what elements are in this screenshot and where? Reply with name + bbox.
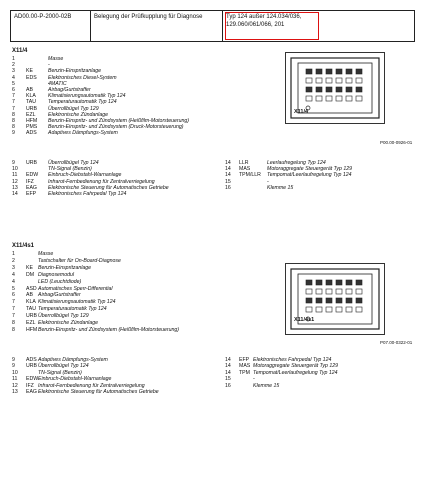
pin-description: LED (Leuchtdiode) [38, 278, 82, 285]
connector-pin [316, 78, 322, 83]
pin-code: KLA [26, 93, 36, 100]
pin-number: 14 [225, 160, 231, 166]
section1-connector-figure [285, 52, 385, 124]
pin-number: 3 [12, 68, 15, 75]
pin-description: Benzin-Einspritzanlage [48, 68, 102, 75]
pin-description: Überrollbügel Typ 129 [38, 313, 89, 320]
pin-code: TPM/LLR [239, 172, 261, 179]
pin-number: 14 [12, 191, 18, 197]
pin-number: 12 [12, 178, 18, 185]
section2-figure-code: P07.00-0322-01 [380, 340, 413, 345]
pin-code: EFP [239, 357, 250, 363]
pin-description: Überrollbügel Typ 124 [48, 160, 99, 166]
pin-number: 16 [225, 382, 231, 389]
pin-code: HFM [26, 326, 38, 333]
pin-description: Klemme 15 [267, 184, 294, 191]
pin-description: Klemme 15 [253, 382, 280, 389]
connector-pin [316, 289, 322, 294]
pin-description: Diagnosemodul [38, 271, 75, 278]
pin-number: 7 [12, 105, 15, 112]
pin-description: TN-Signal (Benzin) [38, 369, 82, 376]
connector-pin [326, 289, 332, 294]
pin-number: 8 [12, 124, 15, 131]
connector-pin [346, 96, 352, 101]
pin-code: IFZ [26, 178, 34, 185]
pin-code: ASD [26, 285, 37, 292]
section1-figure-label: X11/4 [294, 109, 309, 115]
connector-pin [326, 87, 332, 92]
pin-code: URB [26, 105, 37, 112]
pin-number: 7 [12, 313, 15, 320]
pin-description: Tempomat/Leerlaufregelung Typ 124 [253, 369, 338, 376]
connector-pin [346, 280, 352, 285]
pin-number: 13 [12, 389, 18, 395]
pin-number: 14 [225, 369, 231, 376]
pin-code: MAS [239, 363, 251, 370]
highlight-box [225, 12, 319, 40]
connector-pin [336, 289, 342, 294]
pin-number: 7 [12, 306, 15, 313]
connector-pin [336, 78, 342, 83]
pin-description: Elektronische Zündanlage [38, 320, 98, 326]
pin-code: EDW [26, 376, 39, 383]
pin-code: HFM [26, 118, 38, 124]
pin-description: Elektronisches Fahrpedal Typ 124 [253, 357, 332, 363]
pin-description: Überrollbügel Typ 129 [48, 105, 99, 112]
connector-pin [326, 280, 332, 285]
type-line-2: 129.060/061/066, 201 [226, 22, 285, 28]
pin-description: Airbag/Gurtstraffer [38, 292, 81, 299]
connector-pin [306, 87, 312, 92]
pin-code: TAU [26, 99, 36, 106]
pin-description: - [253, 376, 255, 383]
connector-pin [326, 307, 332, 312]
section2-figure-label: X11/4s1 [294, 317, 315, 323]
section2-title: X11/4s1 [12, 243, 35, 249]
connector-pin [346, 69, 352, 74]
pin-description: Benzin-Einspritz- und Zündsystem (Heißfilm-Motorsteuerung) [48, 118, 189, 124]
connector-pin [356, 87, 362, 92]
doc-id: AD00.00-P-2000-02B [11, 11, 91, 41]
pin-code: MAS [239, 166, 251, 173]
pin-code: DM [26, 271, 35, 278]
pin-number: 9 [12, 363, 15, 370]
pin-description: Adaptives Dämpfungs-System [38, 357, 108, 363]
connector-x11-4s1-diagram [286, 264, 384, 334]
connector-pin [336, 96, 342, 101]
connector-pin [356, 69, 362, 74]
pin-description: Motoraggregate Steuergerät Typ 129 [267, 166, 352, 173]
pin-description: Tastschalter für On-Board-Diagnose [38, 257, 121, 264]
pin-code: EAG [26, 184, 37, 191]
connector-pin [336, 307, 342, 312]
connector-pin [316, 96, 322, 101]
pin-code: AB [26, 87, 33, 93]
connector-pin [326, 298, 332, 303]
connector-pin [306, 298, 312, 303]
pin-number: 12 [12, 382, 18, 389]
pin-code: PMS [26, 124, 38, 131]
pin-code: KE [26, 68, 33, 75]
pin-description: Überrollbügel Typ 124 [38, 363, 89, 370]
pin-number: 10 [12, 166, 18, 173]
pin-number: 5 [12, 80, 15, 87]
pin-number: 11 [12, 172, 18, 179]
connector-pin [306, 96, 312, 101]
pin-number: 1 [12, 251, 15, 257]
pin-code: TPM [239, 369, 250, 376]
pin-description: - [48, 62, 50, 69]
section1-title: X11/4 [12, 48, 28, 54]
pin-description: Elektronische Steuerung für Automatisches Getriebe [48, 184, 169, 191]
section1-figure-code: P00.00-0926-01 [380, 140, 413, 145]
pin-description: Leerlaufregelung Typ 124 [267, 160, 326, 166]
pin-description: Automatisches Sperr-Differential [38, 285, 113, 292]
pin-description: Elektronisches Diesel-System [48, 74, 117, 81]
pin-code: URB [26, 363, 37, 370]
doc-title: Belegung der Prüfkupplung für Diagnose [91, 11, 223, 41]
document-header [10, 10, 415, 42]
connector-pin [336, 69, 342, 74]
pin-description: Temperaturautomatik Typ 124 [48, 99, 117, 106]
pin-code: AB [26, 292, 33, 299]
pin-description: Benzin-Einspritz- und Zündsystem (Heißfilm-Motorsteuerung) [38, 326, 179, 333]
pin-description: Klimatisierungsautomatik Typ 124 [38, 299, 116, 306]
pin-description: Motoraggregate Steuergerät Typ 129 [253, 363, 338, 370]
connector-pin [346, 87, 352, 92]
connector-pin [356, 289, 362, 294]
connector-pin [326, 78, 332, 83]
pin-number: 2 [12, 62, 15, 69]
pin-number: 10 [12, 369, 18, 376]
connector-pin [326, 96, 332, 101]
pin-description: Infrarot-Fernbedienung für Zentralverriegelung [38, 382, 145, 389]
pin-code: EAG [26, 389, 37, 395]
connector-pin [306, 289, 312, 294]
pin-description: Elektronische Steuerung für Automatisches Getriebe [38, 389, 159, 395]
connector-pin [326, 69, 332, 74]
pin-description: Adaptives Dämpfungs-System [48, 130, 118, 137]
connector-pin [316, 69, 322, 74]
section2-connector-figure [285, 263, 385, 335]
pin-number: 4 [12, 74, 15, 81]
pin-description: Elektronisches Fahrpedal Typ 124 [48, 191, 127, 197]
pin-number: 13 [12, 184, 18, 191]
connector-pin [346, 298, 352, 303]
pin-description: Elektronische Zündanlage [48, 111, 108, 118]
pin-number: 9 [12, 357, 15, 363]
pin-code: ADS [26, 357, 37, 363]
pin-number: 8 [12, 326, 15, 333]
pin-description: Masse [38, 251, 54, 257]
pin-number: 8 [12, 111, 15, 118]
connector-pin [306, 307, 312, 312]
pin-code: URB [26, 313, 37, 320]
pin-code: ADS [26, 130, 37, 137]
pin-description: Benzin-Einspritzanlage [38, 264, 92, 271]
pin-number: 15 [225, 376, 231, 383]
pin-description: 4MATIC [48, 80, 67, 87]
pin-description: Benzin-Einspritz- und Zündsystem (Druck-Motorsteuerung) [48, 124, 184, 131]
connector-pin [306, 69, 312, 74]
type-line-1: Typ 124 außer 124.034/036, [226, 14, 302, 20]
connector-pin [356, 78, 362, 83]
pin-number: 3 [12, 264, 15, 271]
connector-pin [346, 78, 352, 83]
pin-description: Klimatisierungsautomatik Typ 124 [48, 93, 126, 100]
pin-number: 14 [225, 166, 231, 173]
pin-description: Airbag/Gurtstraffer [48, 87, 91, 93]
pin-number: 7 [12, 93, 15, 100]
pin-number: 8 [12, 320, 15, 326]
pin-number: 14 [225, 172, 231, 179]
pin-number: 15 [225, 178, 231, 185]
connector-pin [356, 298, 362, 303]
connector-pin [316, 307, 322, 312]
pin-code: EDS [26, 74, 37, 81]
pin-number: 1 [12, 56, 15, 62]
connector-pin [346, 289, 352, 294]
connector-pin [306, 78, 312, 83]
pin-number: 9 [12, 160, 15, 166]
pin-number: 8 [12, 118, 15, 124]
connector-pin [356, 96, 362, 101]
pin-code: IFZ [26, 382, 34, 389]
pin-number: 14 [225, 363, 231, 370]
pin-number: 5 [12, 285, 15, 292]
connector-pin [306, 280, 312, 285]
pin-number: 4 [12, 278, 15, 285]
pin-code: EDW [26, 172, 39, 179]
pin-code: LLR [239, 160, 249, 166]
pin-number: 16 [225, 184, 231, 191]
pin-code: TAU [26, 306, 36, 313]
pin-description: Einbruch-Diebstahl-Warnanlage [48, 172, 122, 179]
connector-pin [316, 87, 322, 92]
pin-number: 4 [12, 271, 15, 278]
connector-pin [316, 298, 322, 303]
pin-description: Einbruch-Diebstahl-Warnanlage [38, 376, 112, 383]
pin-description: Masse [48, 56, 64, 62]
pin-code: EFP [26, 191, 37, 197]
pin-description: Infrarot-Fernbedienung für Zentralverriegelung [48, 178, 155, 185]
connector-pin [336, 298, 342, 303]
pin-number: 11 [12, 376, 18, 383]
connector-pin [356, 280, 362, 285]
pin-code: KE [26, 264, 33, 271]
pin-code: URB [26, 160, 37, 166]
pin-description: - [267, 178, 269, 185]
pin-number: 6 [12, 87, 15, 93]
pin-number: 7 [12, 99, 15, 106]
pin-number: 9 [12, 130, 15, 137]
connector-pin [316, 280, 322, 285]
pin-code: EZL [26, 111, 36, 118]
pin-number: 6 [12, 292, 15, 299]
pin-code: KLA [26, 299, 36, 306]
connector-pin [346, 307, 352, 312]
connector-pin [336, 280, 342, 285]
connector-pin [356, 307, 362, 312]
pin-number: 14 [225, 357, 231, 363]
pin-description: Temperaturautomatik Typ 124 [38, 306, 107, 313]
pin-description: Tempomat/Leerlaufregelung Typ 124 [267, 172, 352, 179]
pin-description: TN-Signal (Benzin) [48, 166, 92, 173]
pin-code: EZL [26, 320, 36, 326]
connector-pin [336, 87, 342, 92]
pin-number: 7 [12, 299, 15, 306]
pin-number: 2 [12, 257, 15, 264]
